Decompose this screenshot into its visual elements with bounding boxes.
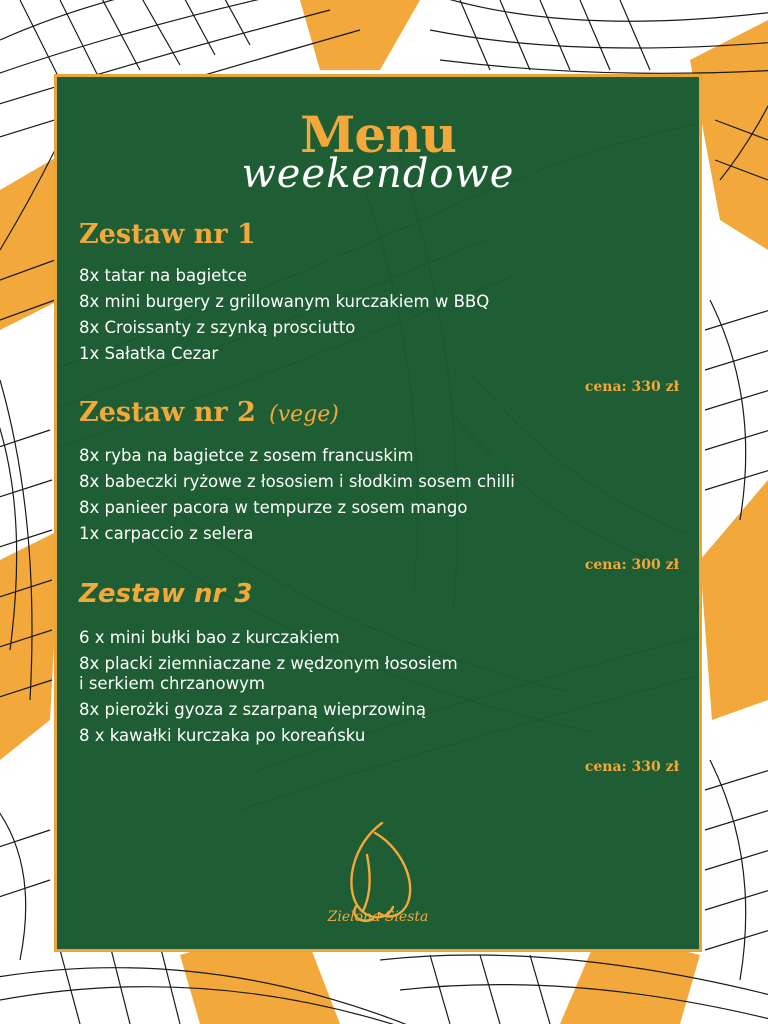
list-item: 1x Sałatka Cezar: [79, 344, 219, 363]
menu-title: Menu: [300, 105, 456, 164]
list-item: 8x Croissanty z szynką prosciutto: [79, 318, 356, 337]
section-title-3-text: Zestaw nr 3: [79, 579, 253, 609]
menu-subtitle: weekendowe: [241, 151, 515, 197]
section-title-2-text: Zestaw nr 2: [79, 397, 256, 428]
list-item: 1x carpaccio z selera: [79, 524, 254, 543]
list-item: 8 x kawałki kurczaka po koreańsku: [79, 726, 366, 745]
section-title-3: [79, 579, 252, 609]
section-2-items: [79, 443, 515, 547]
menu-card: [54, 74, 702, 952]
section-title-2: [79, 397, 339, 428]
section-1-price: cena: 330 zł: [584, 379, 679, 395]
section-3-price: cena: 330 zł: [584, 759, 679, 775]
list-item: 6 x mini bułki bao z kurczakiem: [79, 628, 340, 647]
list-item: 8x mini burgery z grillowanym kurczakiem w BBQ: [79, 292, 490, 311]
list-item: 8x pierożki gyoza z szarpaną wieprzowiną: [79, 700, 426, 719]
list-item: 8x ryba na bagietce z sosem francuskim: [79, 446, 414, 465]
brand-name: Zielona Siesta: [327, 909, 429, 925]
list-item: 8x babeczki ryżowe z łososiem i słodkim sosem chilli: [79, 472, 515, 491]
list-item: 8x placki ziemniaczane z wędzonym łososiem i serkiem chrzanowym: [79, 654, 458, 693]
section-1-items: [79, 263, 489, 367]
section-2-price: cena: 300 zł: [584, 557, 679, 573]
section-3-items: [79, 625, 459, 749]
vege-tag: (vege): [269, 402, 339, 427]
section-title-1: [79, 219, 256, 250]
list-item: 8x panieer pacora w tempurze z sosem mango: [79, 498, 468, 517]
section-title-1-text: Zestaw nr 1: [79, 219, 256, 250]
list-item: 8x tatar na bagietce: [79, 266, 247, 285]
